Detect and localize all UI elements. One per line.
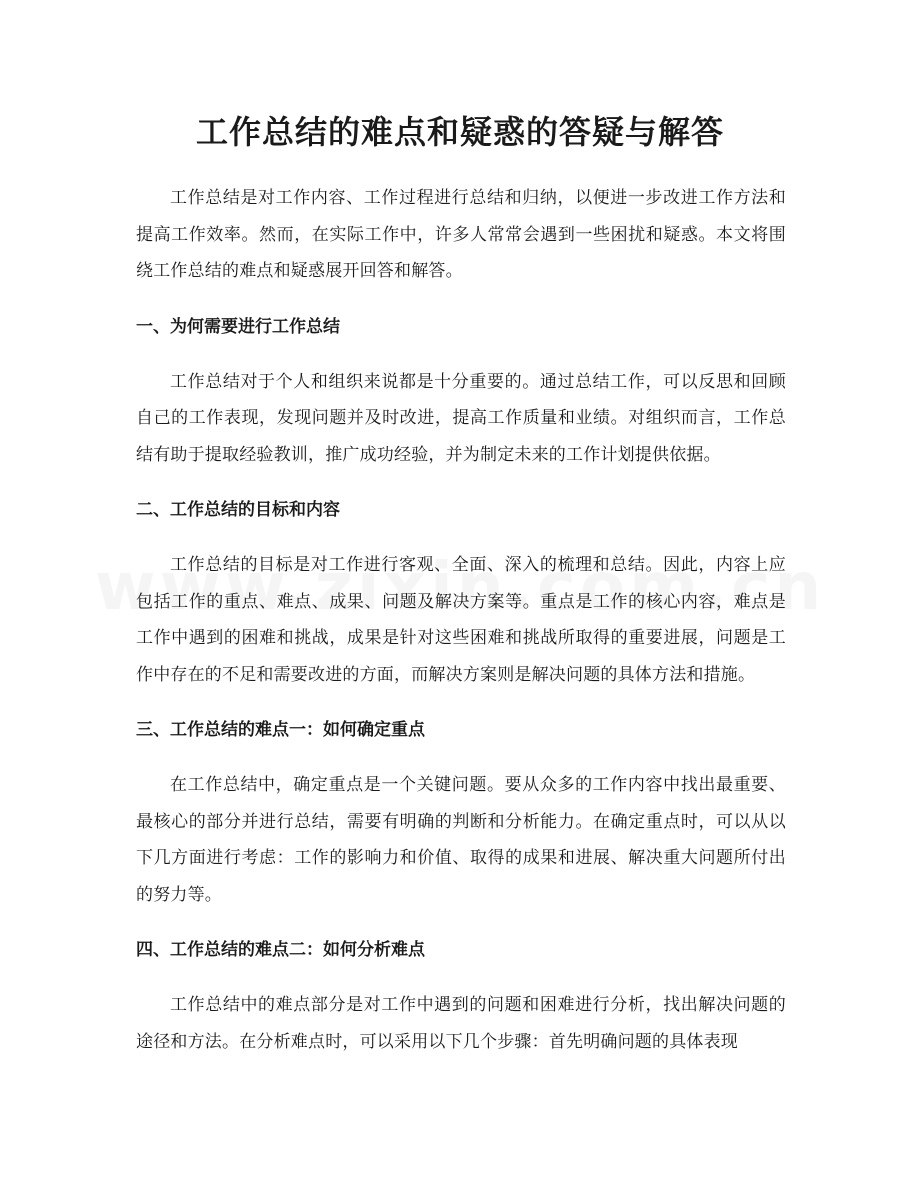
section-body-1: 工作总结对于个人和组织来说都是十分重要的。通过总结工作，可以反思和回顾自己的工作表现，发现问题并及时改进，提高工作质量和业绩。对组织而言，工作总结有助于提取经验教训，推广成功经验，并为制定未来的工作计划提供依据。: [136, 371, 786, 465]
intro-paragraph: 工作总结是对工作内容、工作过程进行总结和归纳，以便进一步改进工作方法和提高工作效率。然而，在实际工作中，许多人常常会遇到一些困扰和疑惑。本文将围绕工作总结的难点和疑惑展开回答和解答。: [136, 188, 786, 281]
section-heading-3: 三、工作总结的难点一：如何确定重点: [136, 720, 425, 740]
section-body-2: 工作总结的目标是对工作进行客观、全面、深入的梳理和总结。因此，内容上应包括工作的重点、难点、成果、问题及解决方案等。重点是工作的核心内容，难点是工作中遇到的困难和挑战，成果是针对这些困难和挑战所取得的重要进展，问题是工作中存在的不足和需要改进的方面，而解决方案则是解决问题的具体方法和措施。: [136, 555, 786, 685]
section-heading-2: 二、工作总结的目标和内容: [136, 500, 340, 520]
document-body: [136, 180, 786, 1060]
section-body-3: 在工作总结中，确定重点是一个关键问题。要从众多的工作内容中找出最重要、最核心的部分并进行总结，需要有明确的判断和分析能力。在确定重点时，可以从以下几方面进行考虑：工作的影响力和价值、取得的成果和进展、解决重大问题所付出的努力等。: [136, 775, 786, 905]
section-body-4: 工作总结中的难点部分是对工作中遇到的问题和困难进行分析，找出解决问题的途径和方法。在分析难点时，可以采用以下几个步骤：首先明确问题的具体表现: [136, 995, 786, 1052]
page-title: 工作总结的难点和疑惑的答疑与解答: [195, 113, 724, 151]
section-heading-4: 四、工作总结的难点二：如何分析难点: [136, 940, 425, 960]
section-heading-1: 一、为何需要进行工作总结: [136, 316, 340, 337]
